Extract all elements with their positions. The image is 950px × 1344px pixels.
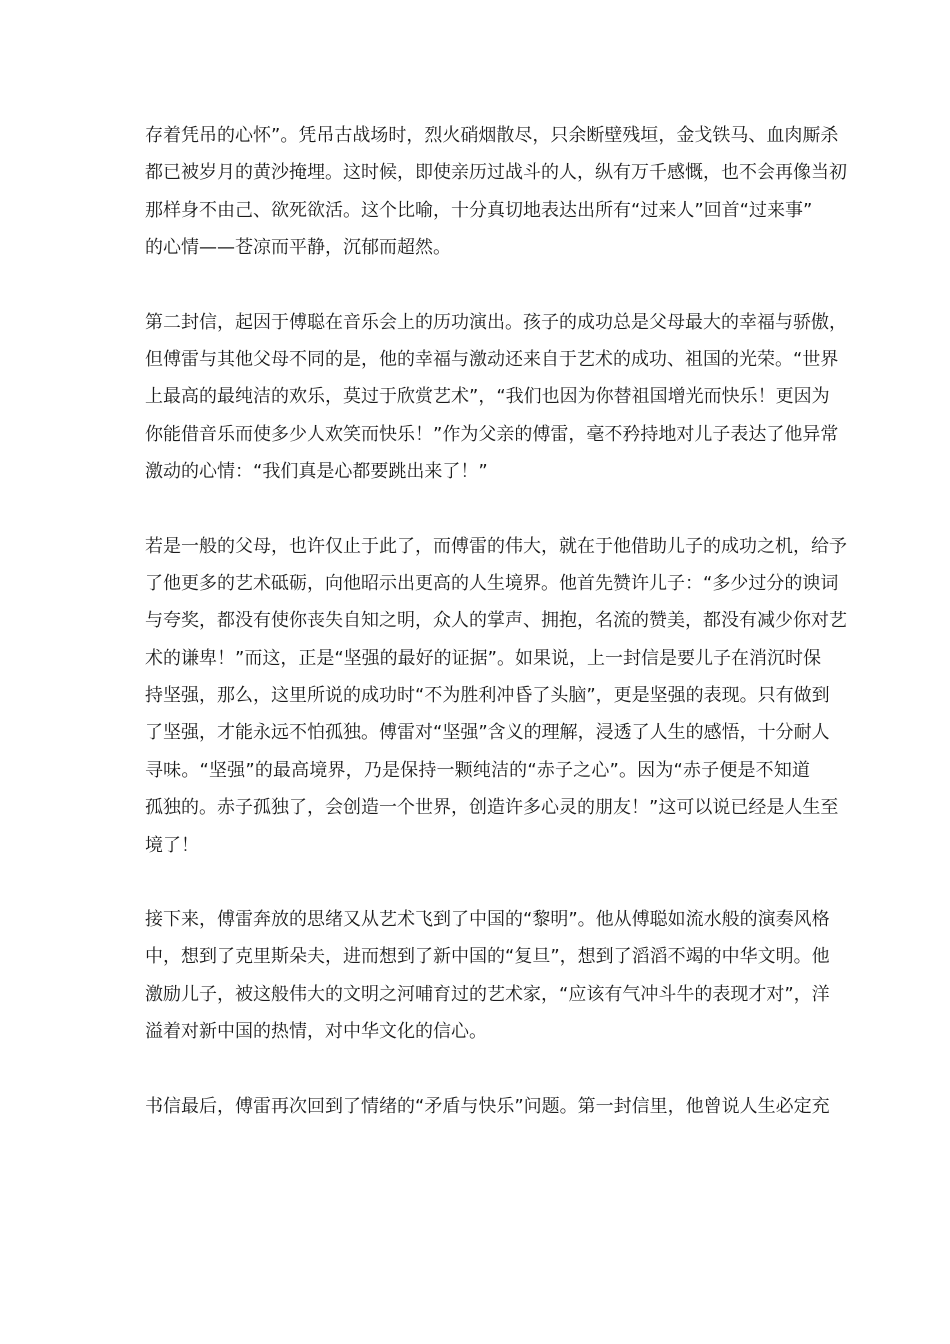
text-line: 中，想到了克里斯朵夫，进而想到了新中国的“复旦”，想到了滔滔不竭的中华文明。他 xyxy=(145,946,830,968)
text-line: 的心情——苍凉而平静，沉郁而超然。 xyxy=(145,237,451,259)
text-line: 溢着对新中国的热情，对中华文化的信心。 xyxy=(145,1021,487,1043)
text-line: 激励儿子，被这般伟大的文明之河哺育过的艺术家，“应该有气冲斗牛的表现才对”，洋 xyxy=(145,983,830,1005)
text-line: 激动的心情：“我们真是心都要跳出来了！” xyxy=(145,461,488,483)
paragraph-5 xyxy=(145,1088,830,1125)
text-line: 孤独的。赤子孤独了，会创造一个世界，创造许多心灵的朋友！”这可以说已经是人生至 xyxy=(145,797,839,819)
text-line: 了他更多的艺术砥砺，向他昭示出更高的人生境界。他首先赞许儿子：“多少过分的谀词 xyxy=(145,572,839,594)
paragraph-1 xyxy=(145,117,847,267)
text-line: 持坚强，那么，这里所说的成功时“不为胜利冲昏了头脑”，更是坚强的表现。只有做到 xyxy=(145,685,830,707)
text-line: 都已被岁月的黄沙掩埋。这时候，即使亲历过战斗的人，纵有万千感慨，也不会再像当初 xyxy=(145,162,847,184)
paragraph-4 xyxy=(145,901,830,1051)
text-line: 术的谦卑！”而这，正是“坚强的最好的证据”。如果说，上一封信是要儿子在消沉时保 xyxy=(145,647,821,669)
paragraph-2 xyxy=(145,304,847,491)
text-line: 你能借音乐而使多少人欢笑而快乐！”作为父亲的傅雷，毫不矜持地对儿子表达了他异常 xyxy=(145,423,839,445)
text-line: 那样身不由己、欲死欲活。这个比喻，十分真切地表达出所有“过来人”回首“过来事” xyxy=(145,199,813,221)
text-line: 上最高的最纯洁的欢乐，莫过于欣赏艺术”，“我们也因为你替祖国增光而快乐！更因为 xyxy=(145,386,830,408)
text-line: 存着凭吊的心怀”。凭吊古战场时，烈火硝烟散尽，只余断壁残垣，金戈铁马、血肉厮杀 xyxy=(145,125,839,146)
text-line: 境了！ xyxy=(145,834,199,856)
document-body xyxy=(145,117,847,1162)
text-line: 第二封信，起因于傅聪在音乐会上的历功演出。孩子的成功总是父母最大的幸福与骄傲， xyxy=(145,311,847,333)
text-line: 若是一般的父母，也许仅止于此了，而傅雷的伟大，就在于他借助儿子的成功之机，给予 xyxy=(145,535,847,557)
text-line: 但傅雷与其他父母不同的是，他的幸福与激动还来自于艺术的成功、祖国的光荣。“世界 xyxy=(145,348,839,370)
text-line: 书信最后，傅雷再次回到了情绪的“矛盾与快乐”问题。第一封信里，他曾说人生必定充 xyxy=(145,1095,830,1117)
paragraph-3 xyxy=(145,528,847,865)
text-line: 与夸奖，都没有使你丧失自知之明，众人的掌声、拥抱，名流的赞美，都没有减少你对艺 xyxy=(145,610,847,632)
text-line: 了坚强，才能永远不怕孤独。傅雷对“坚强”含义的理解，浸透了人生的感悟，十分耐人 xyxy=(145,722,830,744)
text-line: 接下来，傅雷奔放的思绪又从艺术飞到了中国的“黎明”。他从傅聪如流水般的演奏风格 xyxy=(145,909,830,931)
text-line: 寻味。“坚强”的最高境界，乃是保持一颗纯洁的“赤子之心”。因为“赤子便是不知道 xyxy=(145,759,810,781)
